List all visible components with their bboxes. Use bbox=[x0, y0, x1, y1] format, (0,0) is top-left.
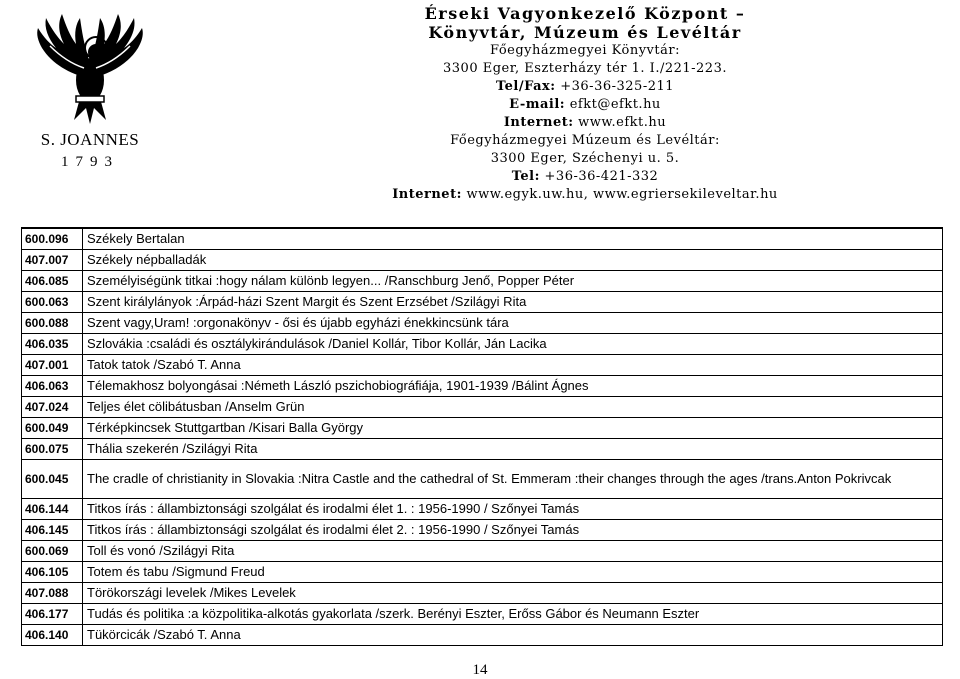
catalog-code: 600.088 bbox=[22, 313, 83, 334]
table-row bbox=[22, 460, 943, 499]
table-row bbox=[22, 604, 943, 625]
museum-label: Főegyházmegyei Múzeum és Levéltár: bbox=[450, 133, 720, 148]
catalog-title: Titkos írás : állambiztonsági szolgálat és irodalmi élet 2. : 1956-1990 / Szőnyei Tamás bbox=[83, 520, 943, 541]
telfax-value: +36-36-325-211 bbox=[560, 79, 675, 94]
letterhead-title-1: Érseki Vagyonkezelő Központ – bbox=[424, 4, 746, 23]
catalog-code: 600.063 bbox=[22, 292, 83, 313]
catalog-title: Thália szekerén /Szilágyi Rita bbox=[83, 439, 943, 460]
catalog-title: Télemakhosz bolyongásai :Németh László pszichobiográfiája, 1901-1939 /Bálint Ágnes bbox=[83, 376, 943, 397]
catalog-table-body bbox=[22, 228, 943, 646]
logo-year: 1793 bbox=[61, 154, 119, 170]
catalog-title: Titkos írás : állambiztonsági szolgálat és irodalmi élet 1. : 1956-1990 / Szőnyei Tamás bbox=[83, 499, 943, 520]
table-row bbox=[22, 520, 943, 541]
letterhead-title-2: Könyvtár, Múzeum és Levéltár bbox=[428, 23, 742, 42]
page-number: 14 bbox=[472, 662, 488, 678]
catalog-code: 600.069 bbox=[22, 541, 83, 562]
email-label: E-mail: bbox=[509, 97, 566, 112]
catalog-code: 600.096 bbox=[22, 228, 83, 250]
catalog-code: 407.088 bbox=[22, 583, 83, 604]
catalog-title: Totem és tabu /Sigmund Freud bbox=[83, 562, 943, 583]
telfax-label: Tel/Fax: bbox=[495, 79, 556, 94]
table-row bbox=[22, 292, 943, 313]
catalog-title: Szlovákia :családi és osztálykirándulások /Daniel Kollár, Tibor Kollár, Ján Lacika bbox=[83, 334, 943, 355]
catalog-code: 406.177 bbox=[22, 604, 83, 625]
table-row bbox=[22, 541, 943, 562]
table-row bbox=[22, 228, 943, 250]
table-row bbox=[22, 418, 943, 439]
internet-value-1[interactable]: www.efkt.hu bbox=[578, 115, 667, 130]
catalog-title: Tatok tatok /Szabó T. Anna bbox=[83, 355, 943, 376]
table-row bbox=[22, 313, 943, 334]
table-row bbox=[22, 376, 943, 397]
table-row bbox=[22, 334, 943, 355]
library-label: Főegyházmegyei Könyvtár: bbox=[490, 43, 680, 58]
eagle-emblem-icon bbox=[30, 8, 150, 133]
tel-value: +36-36-421-332 bbox=[544, 169, 659, 184]
letterhead bbox=[380, 4, 790, 204]
email-value[interactable]: efkt@efkt.hu bbox=[569, 97, 661, 112]
catalog-code: 600.075 bbox=[22, 439, 83, 460]
catalog-title: The cradle of christianity in Slovakia :Nitra Castle and the cathedral of St. Emmeram :their changes through the ages /trans.Anton Pokrivcak bbox=[83, 460, 943, 499]
catalog-title: Székely népballadák bbox=[83, 250, 943, 271]
catalog-title: Szent királylányok :Árpád-házi Szent Margit és Szent Erzsébet /Szilágyi Rita bbox=[83, 292, 943, 313]
library-telfax bbox=[380, 78, 790, 96]
table-row bbox=[22, 583, 943, 604]
catalog-code: 407.001 bbox=[22, 355, 83, 376]
library-internet bbox=[380, 114, 790, 132]
catalog-code: 406.145 bbox=[22, 520, 83, 541]
logo-name: S. JOANNES bbox=[40, 130, 140, 149]
catalog-code: 406.144 bbox=[22, 499, 83, 520]
table-row bbox=[22, 439, 943, 460]
museum-internet bbox=[380, 186, 790, 204]
catalog-title: Személyiségünk titkai :hogy nálam különb legyen... /Ranschburg Jenő, Popper Péter bbox=[83, 271, 943, 292]
table-row bbox=[22, 355, 943, 376]
internet-label-2: Internet: bbox=[392, 187, 462, 202]
catalog-title: Törökországi levelek /Mikes Levelek bbox=[83, 583, 943, 604]
catalog-code: 406.105 bbox=[22, 562, 83, 583]
table-row bbox=[22, 271, 943, 292]
catalog-title: Toll és vonó /Szilágyi Rita bbox=[83, 541, 943, 562]
internet-label-1: Internet: bbox=[503, 115, 574, 130]
catalog-title: Tükörcicák /Szabó T. Anna bbox=[83, 625, 943, 646]
library-address: 3300 Eger, Eszterházy tér 1. I./221-223. bbox=[443, 61, 727, 76]
table-row bbox=[22, 250, 943, 271]
catalog-code: 600.049 bbox=[22, 418, 83, 439]
table-row bbox=[22, 562, 943, 583]
catalog-code: 600.045 bbox=[22, 460, 83, 499]
catalog-title: Teljes élet cölibátusban /Anselm Grün bbox=[83, 397, 943, 418]
catalog-code: 406.063 bbox=[22, 376, 83, 397]
catalog-title: Tudás és politika :a közpolitika-alkotás gyakorlata /szerk. Berényi Eszter, Erőss Gábor és Neumann Eszter bbox=[83, 604, 943, 625]
catalog-table bbox=[21, 227, 943, 646]
table-row bbox=[22, 499, 943, 520]
institution-logo bbox=[30, 8, 150, 168]
table-row bbox=[22, 625, 943, 646]
museum-tel bbox=[380, 168, 790, 186]
table-row bbox=[22, 397, 943, 418]
tel-label: Tel: bbox=[511, 169, 540, 184]
catalog-title: Térképkincsek Stuttgartban /Kisari Balla György bbox=[83, 418, 943, 439]
catalog-code: 407.007 bbox=[22, 250, 83, 271]
catalog-code: 406.085 bbox=[22, 271, 83, 292]
catalog-title: Szent vagy,Uram! :orgonakönyv - ősi és újabb egyházi énekkincsünk tára bbox=[83, 313, 943, 334]
catalog-code: 406.035 bbox=[22, 334, 83, 355]
catalog-code: 406.140 bbox=[22, 625, 83, 646]
museum-address: 3300 Eger, Széchenyi u. 5. bbox=[490, 151, 680, 166]
catalog-title: Székely Bertalan bbox=[83, 228, 943, 250]
catalog-code: 407.024 bbox=[22, 397, 83, 418]
library-email bbox=[380, 96, 790, 114]
internet-value-2[interactable]: www.egyk.uw.hu, www.egriersekileveltar.hu bbox=[466, 187, 778, 202]
